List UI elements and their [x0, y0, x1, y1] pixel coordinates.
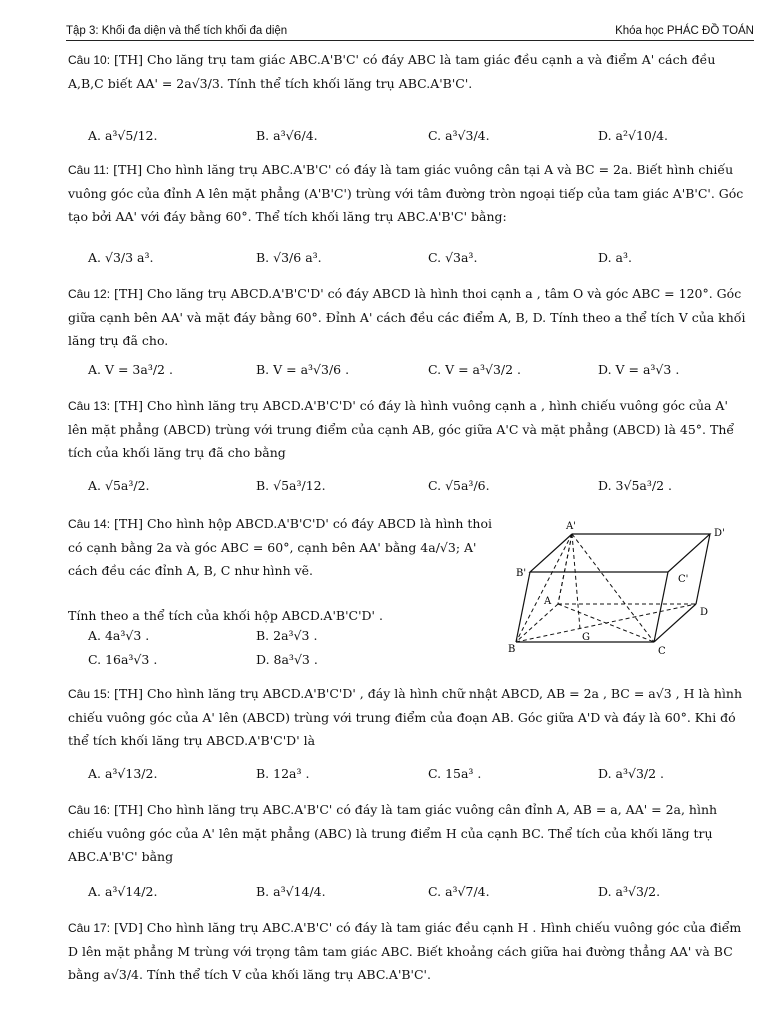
option-b: B. √3/6 a³. [256, 250, 322, 265]
header-course-name: Khóa học PHÁC ĐỒ TOÁN [615, 25, 754, 37]
option-c: C. √3a³. [428, 250, 478, 265]
question-13 [68, 394, 750, 464]
vertex-b: B [508, 644, 516, 655]
question-11 [68, 158, 750, 228]
question-text: [TH] Cho hình lăng trụ ABCD.A'B'C'D' , đáy là hình chữ nhật ABCD, AB = 2a , BC = a√3 , H là hình chiếu vuông góc của A' lên (ABCD) trùng với trung điểm của đoạn AB. Góc giữa A'D và đáy là 60°. Khi đó thể tích khối lăng trụ ABCD.A'B'C'D' là [68, 686, 743, 748]
vertex-a-prime: A' [566, 521, 576, 532]
page-header [66, 20, 754, 42]
option-d: D. a³√3/2 . [598, 766, 665, 781]
question-text-continued: Tính theo a thể tích của khối hộp ABCD.A'B'C'D' . [68, 608, 383, 623]
question-text: [TH] Cho hình lăng trụ ABC.A'B'C' có đáy là tam giác vuông cân đỉnh A, AB = a, AA' = 2a, hình chiếu vuông góc của A' lên mặt phẳng (ABC) là trung điểm H của cạnh BC. Thể tích của khối lăng trụ ABC.A'B'C' bằng [68, 802, 718, 864]
option-a: A. a³√5/12. [88, 128, 158, 143]
question-label: Câu 11: [68, 163, 110, 177]
question-label: Câu 15: [68, 687, 111, 701]
vertex-a: A [544, 596, 552, 607]
option-b: B. √5a³/12. [256, 478, 326, 493]
question-text: [VD] Cho hình lăng trụ ABC.A'B'C' có đáy là tam giác đều cạnh H . Hình chiếu vuông góc của điểm D lên mặt phẳng M trùng với trọng tâm tam giác ABC. Biết khoảng cách giữa hai đường thẳng AA' và BC bằng a√3/4. Tính thể tích V của khối lăng trụ ABC.A'B'C'. [68, 920, 742, 982]
option-d: D. a³. [598, 250, 632, 265]
question-10-options [88, 128, 728, 152]
question-14-prompt [68, 604, 496, 627]
question-label: Câu 16: [68, 803, 111, 817]
vertex-c-prime: C' [678, 574, 689, 585]
question-14-options-row2 [88, 652, 368, 676]
question-label: Câu 10: [68, 53, 111, 67]
vertex-b-prime: B' [516, 568, 527, 579]
option-c: C. 16a³√3 . [88, 652, 158, 667]
question-12-options [88, 362, 728, 386]
question-16-options [88, 884, 728, 908]
point-g: G [582, 632, 590, 643]
option-a: A. a³√13/2. [88, 766, 158, 781]
option-d: D. a³√3/2. [598, 884, 661, 899]
question-10 [68, 48, 750, 95]
option-b: B. 12a³ . [256, 766, 310, 781]
option-c: C. V = a³√3/2 . [428, 362, 522, 377]
option-b: B. a³√14/4. [256, 884, 326, 899]
question-15-options [88, 766, 728, 790]
question-text: [TH] Cho lăng trụ tam giác ABC.A'B'C' có đáy ABC là tam giác đều cạnh a và điểm A' cách đều A,B,C biết AA' = 2a√3/3. Tính thể tích khối lăng trụ ABC.A'B'C'. [68, 52, 716, 91]
question-label: Câu 13: [68, 399, 111, 413]
question-17 [68, 916, 750, 986]
vertex-c: C [658, 646, 666, 657]
option-d: D. a²√10/4. [598, 128, 668, 143]
question-label: Câu 12: [68, 287, 111, 301]
question-label: Câu 14: [68, 517, 111, 531]
option-a: A. √5a³/2. [88, 478, 150, 493]
question-text: [TH] Cho hình lăng trụ ABC.A'B'C' có đáy là tam giác vuông cân tại A và BC = 2a. Biết hình chiếu vuông góc của đỉnh A lên mặt phẳng (A'B'C') trùng với tâm đường tròn ngoại tiếp của tam giác A'B'C'. Góc tạo bởi AA' với đáy bằng 60°. Thể tích khối lăng trụ ABC.A'B'C' bằng: [68, 162, 744, 224]
question-11-options [88, 250, 728, 274]
option-b: B. a³√6/4. [256, 128, 318, 143]
question-14 [68, 512, 496, 582]
question-label: Câu 17: [68, 921, 111, 935]
header-chapter-title: Tập 3: Khối đa diện và thể tích khối đa diện [66, 25, 288, 37]
question-text: [TH] Cho hình lăng trụ ABCD.A'B'C'D' có đáy là hình vuông cạnh a , hình chiếu vuông góc của A' lên mặt phẳng (ABCD) trùng với trung điểm của cạnh AB, góc giữa A'C và mặt phẳng (ABCD) là 45°. Thể tích của khối lăng trụ đã cho bằng [68, 398, 735, 460]
option-a: A. V = 3a³/2 . [88, 362, 173, 377]
option-a: A. a³√14/2. [88, 884, 158, 899]
option-a: A. √3/3 a³. [88, 250, 154, 265]
option-c: C. 15a³ . [428, 766, 482, 781]
question-12 [68, 282, 750, 352]
vertex-d-prime: D' [714, 528, 725, 539]
question-15 [68, 682, 750, 752]
option-b: B. V = a³√3/6 . [256, 362, 350, 377]
question-text: [TH] Cho hình hộp ABCD.A'B'C'D' có đáy ABCD là hình thoi có cạnh bằng 2a và góc ABC = 60°, cạnh bên AA' bằng 4a/√3; A' cách đều các đỉnh A, B, C như hình vẽ. [68, 516, 492, 578]
option-c: C. a³√7/4. [428, 884, 490, 899]
option-c: C. √5a³/6. [428, 478, 490, 493]
question-13-options [88, 478, 728, 502]
option-d: D. 8a³√3 . [256, 652, 318, 667]
question-14-options-row1 [88, 628, 368, 652]
option-b: B. 2a³√3 . [256, 628, 318, 643]
option-d: D. 3√5a³/2 . [598, 478, 672, 493]
header-rule [66, 40, 754, 41]
parallelepiped-figure [508, 516, 740, 666]
vertex-d: D [700, 607, 709, 618]
option-d: D. V = a³√3 . [598, 362, 680, 377]
option-c: C. a³√3/4. [428, 128, 490, 143]
question-16 [68, 798, 750, 868]
question-text: [TH] Cho lăng trụ ABCD.A'B'C'D' có đáy ABCD là hình thoi cạnh a , tâm O và góc ABC = 120°. Góc giữa cạnh bên AA' và mặt đáy bằng 60°. Đỉnh A' cách đều các điểm A, B, D. Tính theo a thể tích V của khối lăng trụ đã cho. [68, 286, 746, 348]
option-a: A. 4a³√3 . [88, 628, 150, 643]
